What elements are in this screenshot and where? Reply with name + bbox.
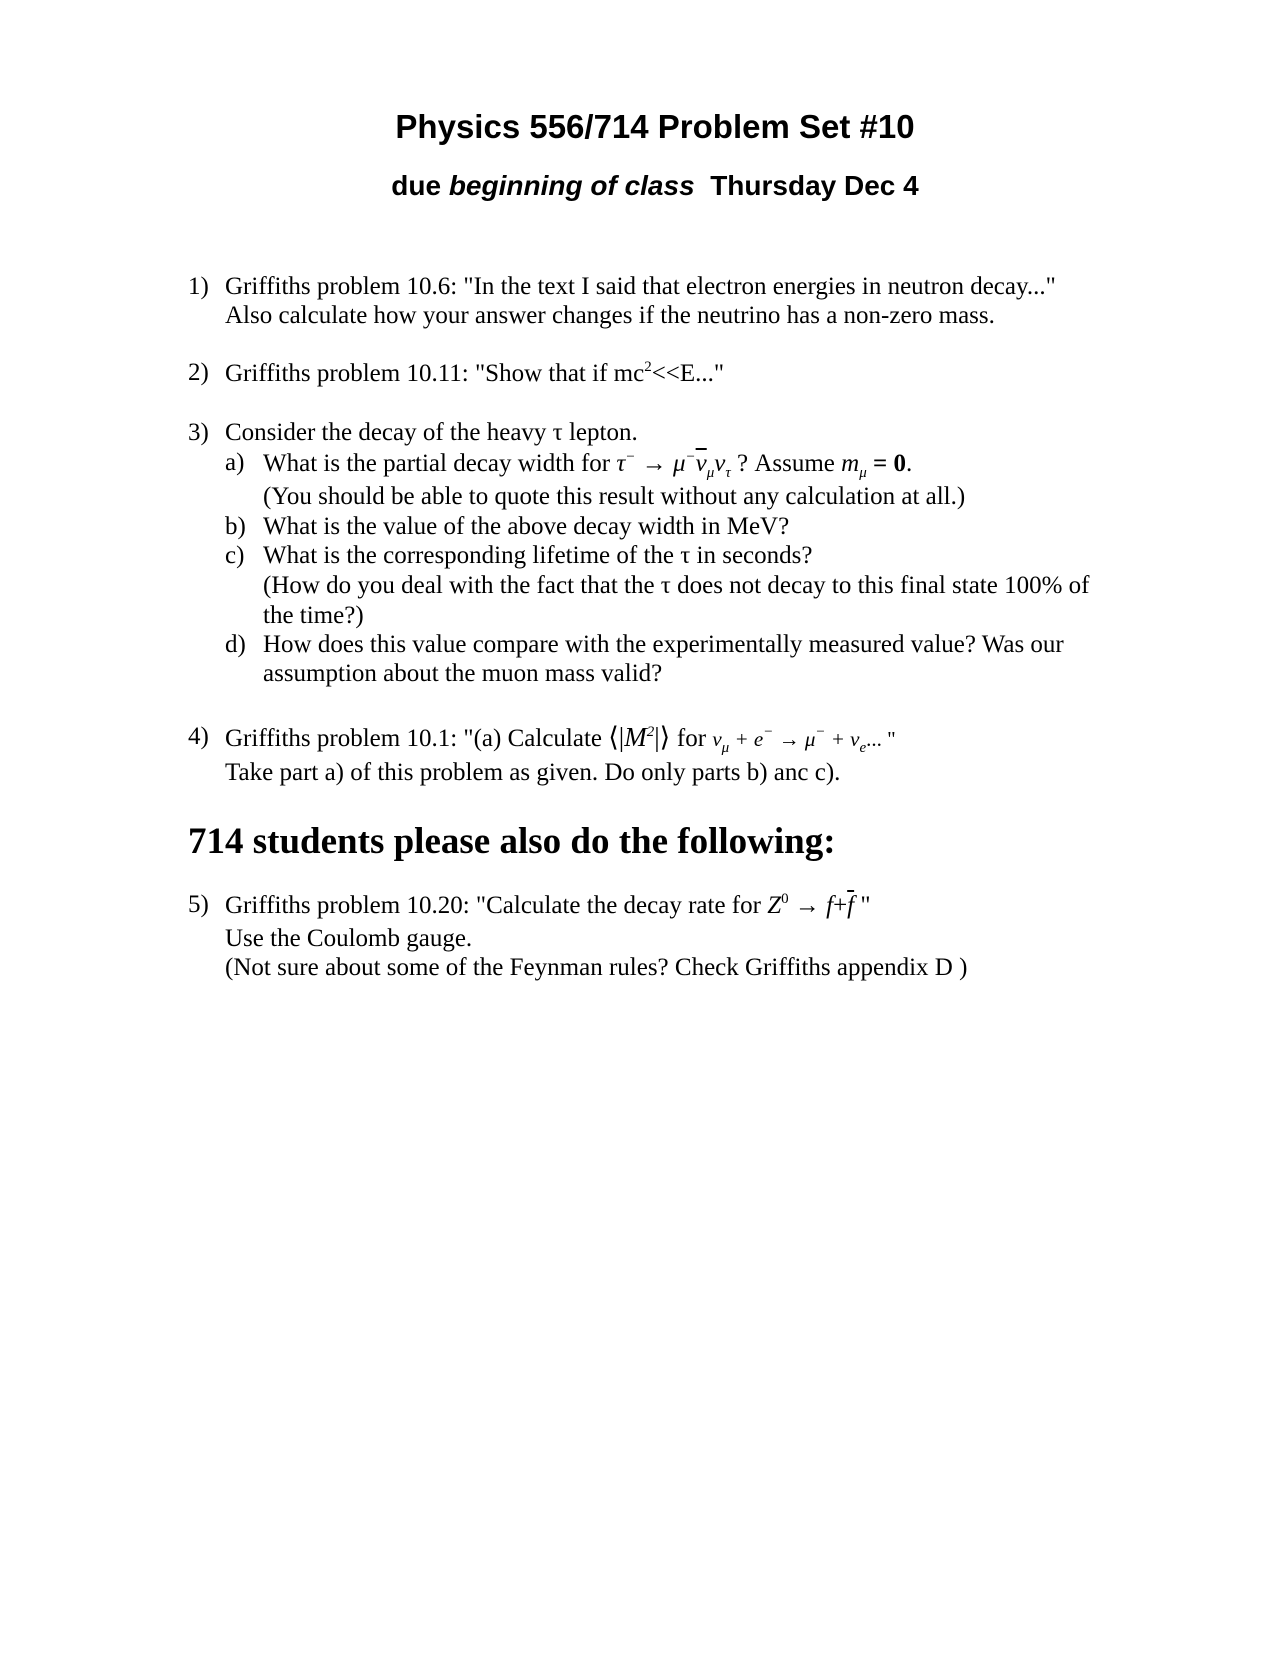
eq-fbar: $\overline{f}$ [847,892,855,919]
due-prefix: due [391,170,442,201]
eq-f: f [826,892,834,919]
problem-4-prefix: Griffiths problem 10.1: "(a) Calculate [225,725,603,752]
problem-5-text [225,892,871,918]
problem-3a-note: (You should be able to quote this result without any calculation at all.) [263,483,966,510]
problem-3c-note-2: the time?) [263,602,364,629]
problem-5-end-quote: " [860,892,871,919]
problem-3c-note-1: (How do you deal with the fact that the τ does not decay to this final state 100% of [263,572,1090,599]
reaction-end: ... " [866,727,896,751]
eq-arrow: → [794,892,820,919]
problem-3a-assume: ? Assume [737,450,835,477]
problem-4-line-2: Take part a) of this problem as given. Do only parts b) anc c). [225,759,841,786]
problem-4-for: for [676,725,707,752]
reaction-arrow-mu: → μ [778,727,816,751]
problem-3a-period: . [906,450,913,477]
problem-5-equation [767,892,860,919]
problem-3b-label: b) [225,513,246,540]
eq-mu-charge: − [685,449,696,465]
amplitude-bracket-open: ⟨| [608,722,625,752]
eq-m-sub: μ [859,465,867,481]
problem-1-line-2: Also calculate how your answer changes if the neutrino has a non-zero mass. [225,302,995,329]
amplitude-M: M [624,722,647,752]
eq-plus: + [833,892,848,919]
page-title: Physics 556/714 Problem Set #10 [395,108,915,145]
problem-5-number: 5) [188,891,209,918]
reaction-e-sup: − [763,724,774,740]
problem-2-superscript: 2 [644,359,652,375]
problem-3-intro: Consider the decay of the heavy τ lepton. [225,419,638,446]
reaction-plus-e: + e [734,727,764,751]
eq-m: m [841,450,860,477]
problem-4-number: 4) [188,723,209,750]
problem-5-line-3: (Not sure about some of the Feynman rules? Check Griffiths appendix D ) [225,954,968,981]
problem-2-text-before: Griffiths problem 10.11: "Show that if mc [225,360,645,387]
reaction-plus-nu: + ν [830,727,860,751]
problem-3d-line-1: How does this value compare with the experimentally measured value? Was our [263,631,1064,658]
section-heading-714: 714 students please also do the following: [188,821,836,862]
eq-mu: μ [672,450,686,477]
problem-2-text-after: <<E..." [651,360,725,387]
problem-4-reaction [712,724,896,756]
problem-2-number: 2) [188,359,209,386]
problem-3a-label: a) [225,449,245,476]
due-date-line [0,170,1280,202]
eq-nubar: $\overline{\nu}$ [695,450,707,477]
amplitude-bracket-close: |⟩ [654,722,671,752]
problem-2-text [225,360,724,386]
problem-3a-question: What is the partial decay width for [263,450,611,477]
eq-Z: Z [767,892,782,919]
eq-nu: ν [714,450,726,477]
problem-3c-label: c) [225,542,245,569]
eq-tau: τ [616,450,626,477]
problem-3d-label: d) [225,631,246,658]
problem-3a-text [263,450,912,481]
problem-3-number: 3) [188,419,209,446]
eq-nu-sub: τ [725,465,731,481]
problem-3a-equation [616,449,737,481]
eq-tau-charge: − [625,449,636,465]
problem-3a-equals: = 0 [873,450,906,477]
reaction-mu-sup: − [815,724,826,740]
eq-arrow: → [641,450,667,477]
due-emphasis: beginning of class [448,170,695,201]
eq-nubar-sub: μ [706,465,715,481]
problem-1-number: 1) [188,273,209,300]
problem-5-line-2: Use the Coulomb gauge. [225,925,473,952]
problem-4-text [225,724,896,756]
due-date: Thursday Dec 4 [710,170,919,201]
problem-1-line-1: Griffiths problem 10.6: "In the text I said that electron energies in neutron decay..." [225,273,1056,300]
problem-4-amplitude [608,722,677,752]
reaction-nu-sub: μ [721,740,730,756]
reaction-nu: ν [712,727,722,751]
amplitude-M-sup: 2 [646,724,655,740]
problem-5-prefix: Griffiths problem 10.20: "Calculate the decay rate for [225,892,761,919]
eq-Z-sup: 0 [781,891,789,907]
problem-3d-line-2: assumption about the muon mass valid? [263,660,663,687]
reaction-nue-sub: e [859,740,867,756]
problem-3a-mass [841,450,867,481]
problem-3c-text: What is the corresponding lifetime of the τ in seconds? [263,542,813,569]
problem-3b-text: What is the value of the above decay width in MeV? [263,513,790,540]
